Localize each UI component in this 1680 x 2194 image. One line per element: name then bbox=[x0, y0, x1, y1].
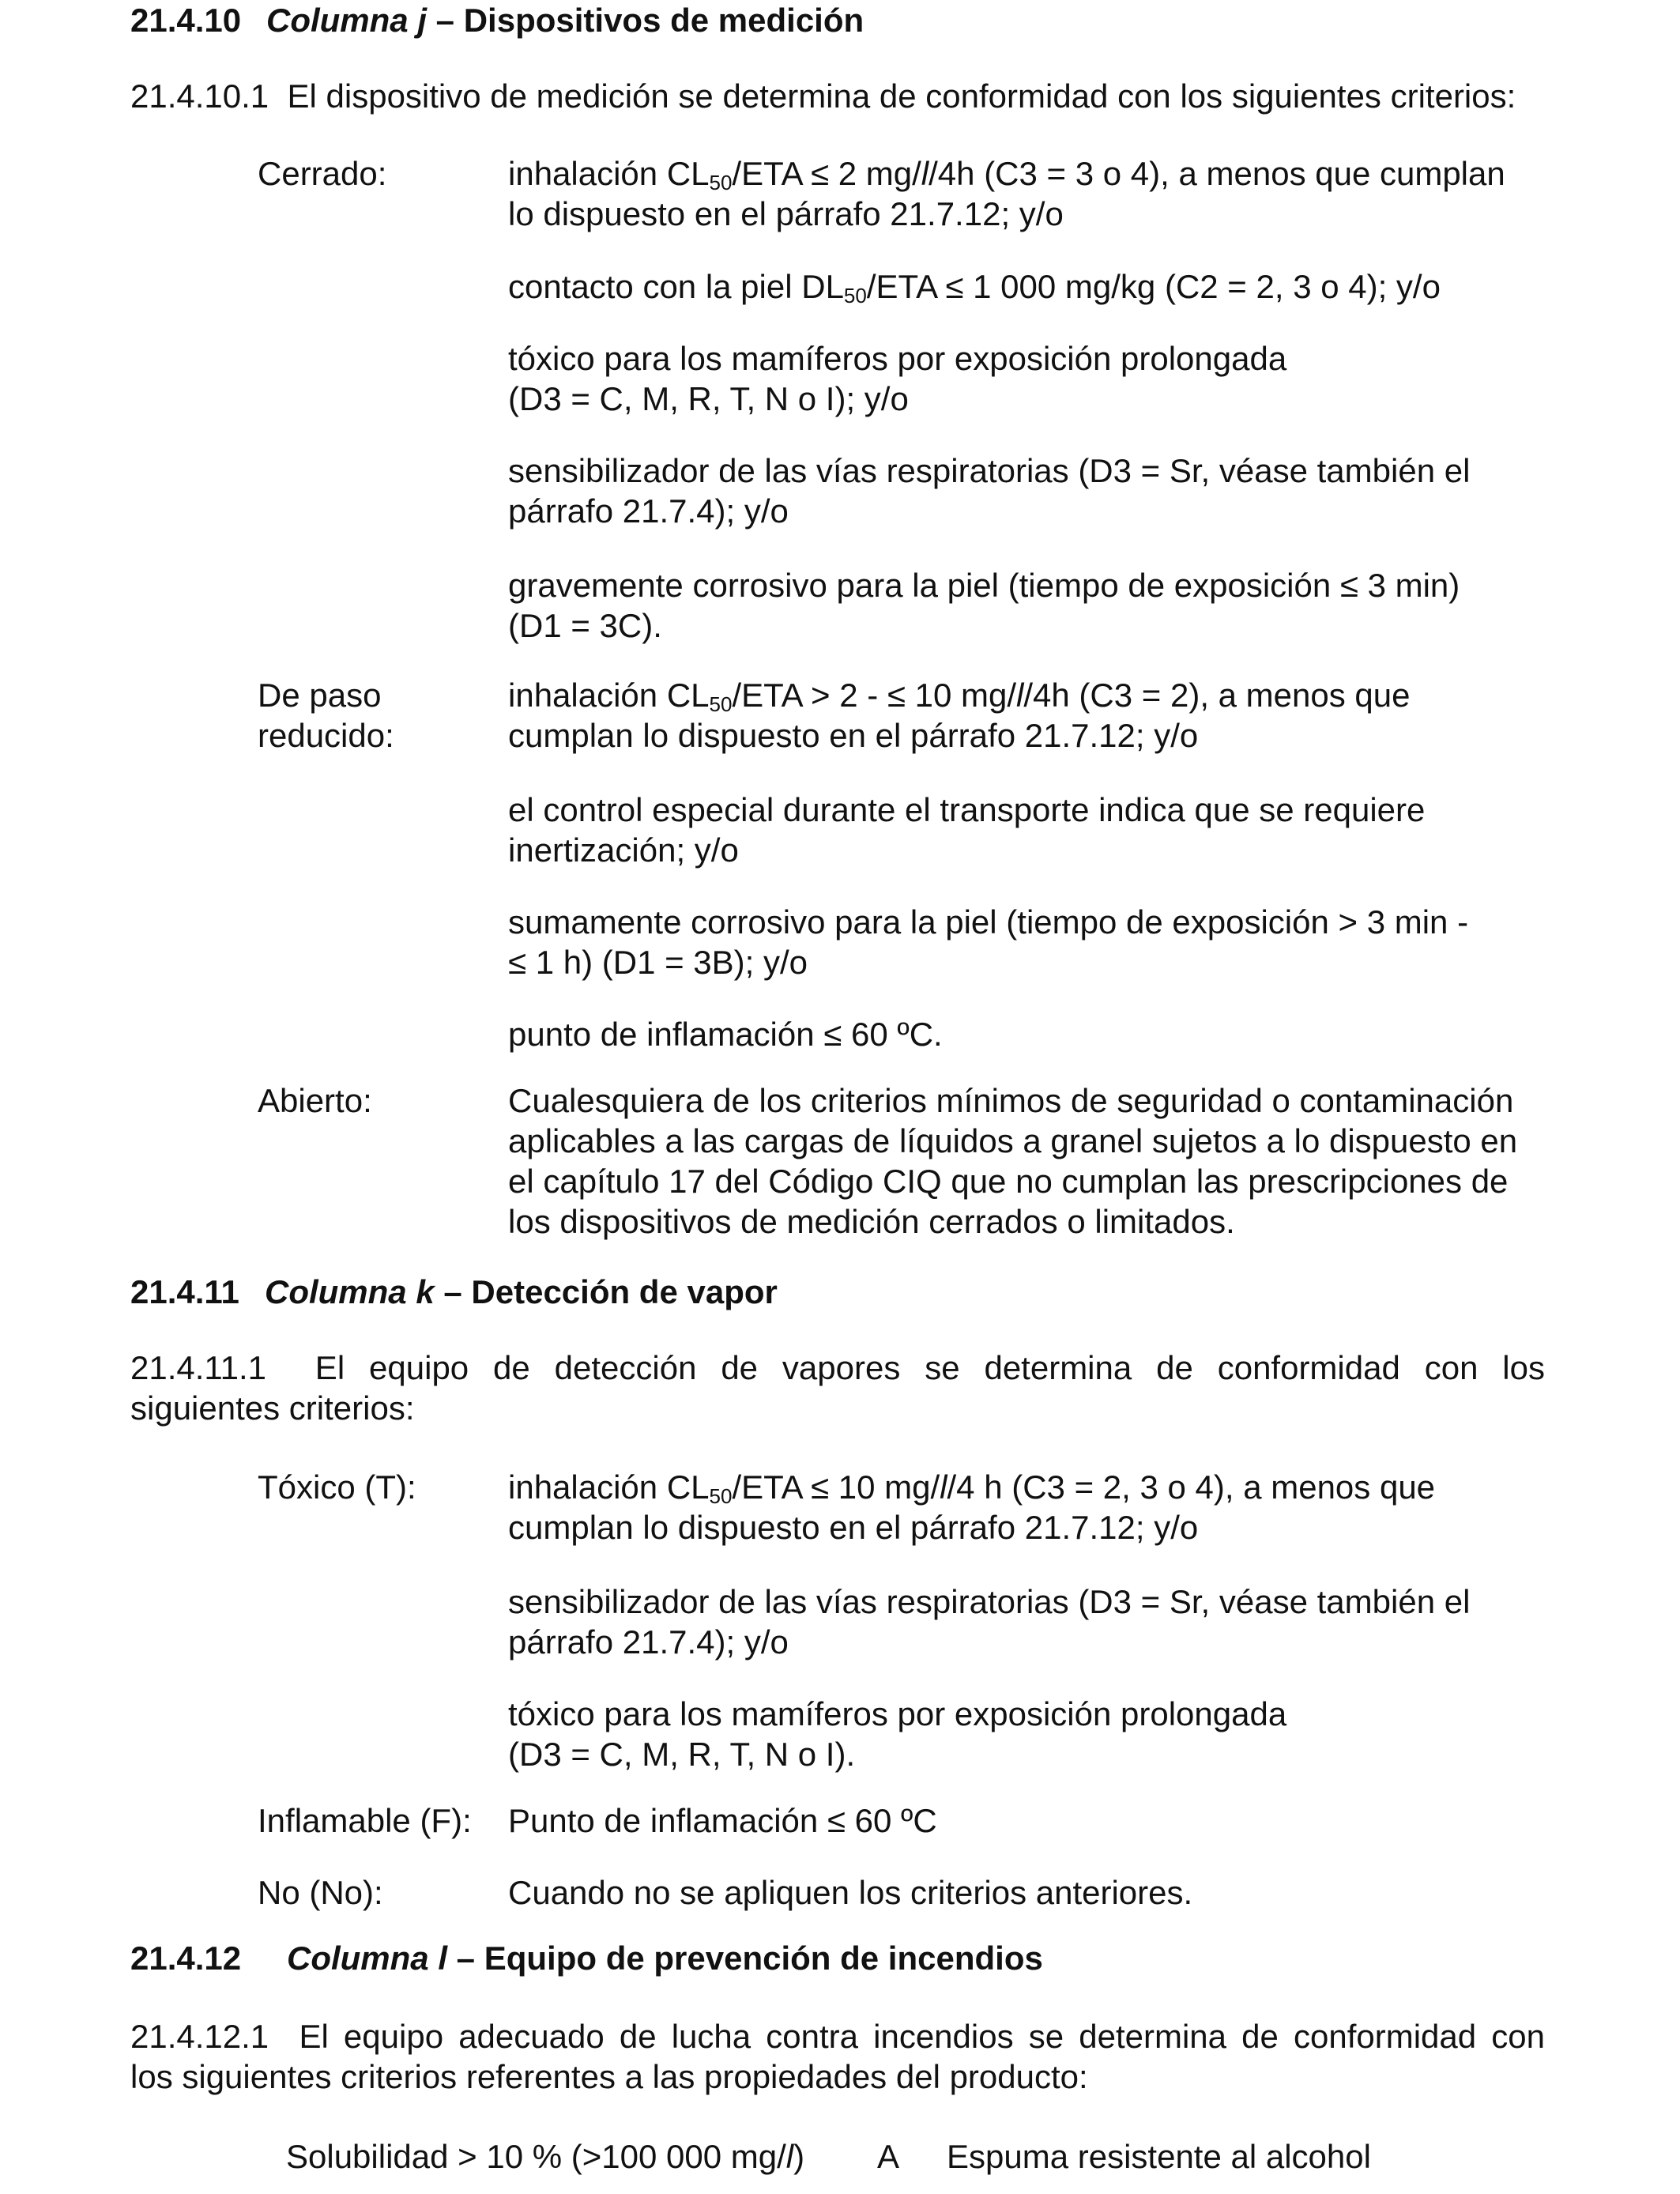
section-title: Equipo de prevención de incendios bbox=[484, 1940, 1043, 1977]
section-number: 21.4.12 bbox=[130, 1940, 242, 1977]
fire-equipment-code: A bbox=[877, 2138, 900, 2175]
paragraph-number: 21.4.10.1 bbox=[130, 77, 269, 115]
section-title: Dispositivos de medición bbox=[463, 2, 864, 39]
solubility-label: Solubilidad > 10 % (>100 000 mg/l) bbox=[286, 2138, 805, 2175]
section-title: Detección de vapor bbox=[471, 1273, 778, 1310]
criteria-label-line: De paso bbox=[258, 677, 382, 714]
section-number: 21.4.10 bbox=[130, 2, 242, 39]
criteria-line: tóxico para los mamíferos por exposición prolongada bbox=[508, 340, 1287, 377]
column-name: Columna j bbox=[266, 2, 428, 39]
heading-dash: – bbox=[427, 2, 464, 39]
fire-equipment-description: Espuma resistente al alcohol bbox=[947, 2138, 1371, 2175]
criteria-line: tóxico para los mamíferos por exposición prolongada bbox=[508, 1695, 1287, 1732]
criteria-line: Cuando no se apliquen los criterios anteriores. bbox=[508, 1874, 1193, 1911]
criteria-label: Cerrado: bbox=[258, 155, 387, 192]
criteria-label: No (No): bbox=[258, 1874, 383, 1911]
section-heading-21-4-12 bbox=[130, 1938, 1043, 1978]
criteria-line: sumamente corrosivo para la piel (tiempo de exposición > 3 min - bbox=[508, 903, 1469, 941]
criteria-label: Tóxico (T): bbox=[258, 1468, 416, 1506]
criteria-line: ≤ 1 h) (D1 = 3B); y/o bbox=[508, 944, 808, 981]
section-number: 21.4.11 bbox=[130, 1273, 239, 1310]
section-heading-21-4-11 bbox=[130, 1272, 778, 1312]
section-heading-21-4-10 bbox=[130, 0, 864, 40]
document-page: 21.4.10 Columna j – Dispositivos de medición 21.4.10.1 El dispositivo de medición se determina de conformidad con los siguientes criterios: Cerrado: inhalación $CL_{50}$/ETA ≤ 2 mg/l/4h (C3 = 3 o 4), a menos que cumplan lo dispuesto en el párrafo 21.7.12; y/o contacto con la piel $DL_{50}$/ETA ≤ 1 000 mg/kg (C2 = 2, 3 o 4); y/o tóxico para los mamíferos por exposición prolongada (D3 = C, M, R, T, N o I); y/o sensibilizador de las vías respiratorias (D3 = Sr, véase también el párrafo 21.7.4); y/o gravemente corrosivo para la piel (tiempo de exposición ≤ 3 min) (D1 = 3C). De paso reducido: inhalación $CL_{50}$/ETA > 2 - ≤ 10 mg/l/4h (C3 = 2), a menos que cumplan lo dispuesto en el párrafo 21.7.12; y/o el control especial durante el transporte indica que se requiere inertización; y/o sumamente corrosivo para la piel (tiempo de exposición > 3 min - ≤ 1 h) (D1 = 3B); y/o punto de inflamación ≤ 60 ºC. Abierto: Cualesquiera de los criterios mínimos de seguridad o contaminación aplicables a las cargas de líquidos a granel sujetos a lo dispuesto en el capítulo 17 del Código CIQ que no cumplan las prescripciones de los dispositivos de medición cerrados o limitados. 21.4.11 Columna k – Detección de vapor 21.4.11.1 El equipo de detección de vapores se determina de conformidad con los siguientes criterios: Tóxico (T): inhalación $CL_{50}$/ETA ≤ 10 mg/l/4 h (C3 = 2, 3 o 4), a menos que cumplan lo dispuesto en el párrafo 21.7.12; y/o sensibilizador de las vías respiratorias (D3 = Sr, véase también el párrafo 21.7.4); y/o tóxico para los mamíferos por exposición prolongada (D3 = C, M, R, T, N o I). Inflamable (F): Punto de inflamación ≤ 60 ºC No (No): Cuando no se apliquen los criterios anteriores. 21.4.12 Columna l – Equipo de prevención de incendios 21.4.12.1 El equipo adecuado de lucha contra incendios se determina de conformidad con los siguientes criterios referentes a las propiedades del producto: Solubilidad > 10 % (>100 000 mg/l) A Espuma resistente al alcohol bbox=[130, 2, 1545, 2175]
column-name: Columna l bbox=[287, 1940, 448, 1977]
criteria-label-line: reducido: bbox=[258, 717, 394, 754]
criteria-label: Abierto: bbox=[258, 1082, 372, 1119]
criteria-label bbox=[258, 675, 495, 756]
criteria-line: (D3 = C, M, R, T, N o I); y/o bbox=[508, 380, 909, 417]
criteria-line: punto de inflamación ≤ 60 ºC. bbox=[508, 1016, 943, 1053]
heading-dash: – bbox=[434, 1273, 472, 1310]
criteria-line: (D3 = C, M, R, T, N o I). bbox=[508, 1736, 856, 1773]
criteria-line: (D1 = 3C). bbox=[508, 607, 662, 644]
criteria-line: Punto de inflamación ≤ 60 ºC bbox=[508, 1802, 937, 1839]
heading-dash: – bbox=[447, 1940, 484, 1977]
criteria-label: Inflamable (F): bbox=[258, 1802, 472, 1839]
column-name: Columna k bbox=[265, 1273, 435, 1310]
criteria-line: gravemente corrosivo para la piel (tiempo de exposición ≤ 3 min) bbox=[508, 567, 1460, 604]
paragraph-text: El dispositivo de medición se determina de conformidad con los siguientes criterios: bbox=[287, 77, 1516, 115]
paragraph-21-4-10-1 bbox=[130, 76, 1545, 116]
